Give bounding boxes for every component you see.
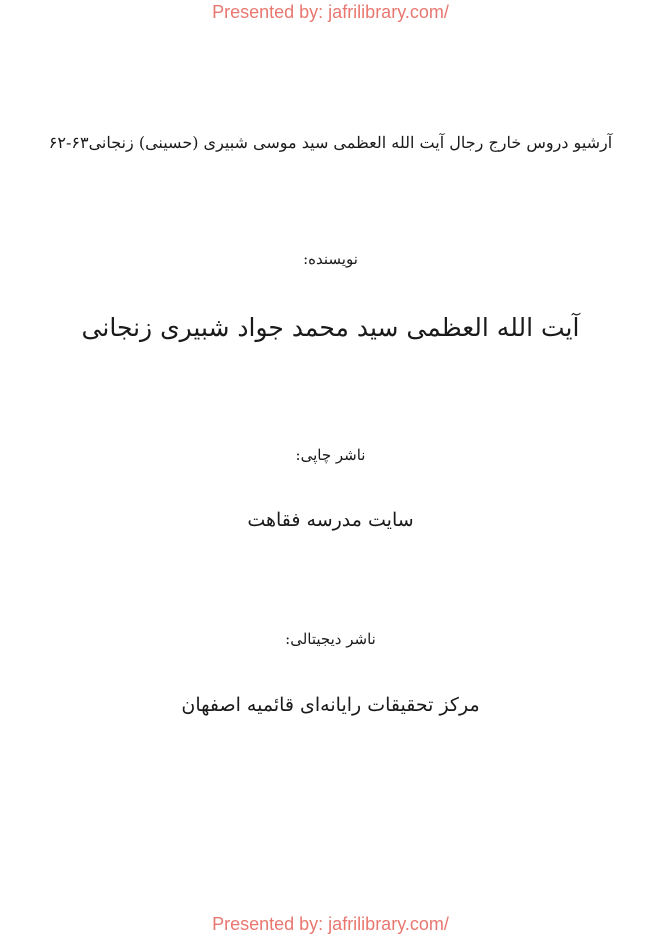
author-name: آیت الله العظمی سید محمد جواد شبیری زنجانی xyxy=(81,313,580,342)
print-publisher-label: ناشر چاپی: xyxy=(295,446,366,464)
digital-publisher-name: مرکز تحقیقات رایانه‌ای قائمیه اصفهان xyxy=(181,694,480,716)
digital-publisher-label: ناشر دیجیتالی: xyxy=(285,630,376,648)
print-publisher-name: سایت مدرسه فقاهت xyxy=(247,509,414,531)
watermark-top: Presented by: jafrilibrary.com/ xyxy=(212,2,449,22)
document-title: آرشیو دروس خارج رجال آیت الله العظمی سید موسی شبیری (حسینی) زنجانی۶۳-۶۲ xyxy=(48,133,613,152)
watermark-bottom: Presented by: jafrilibrary.com/ xyxy=(212,914,449,934)
author-label: نویسنده: xyxy=(303,250,358,268)
